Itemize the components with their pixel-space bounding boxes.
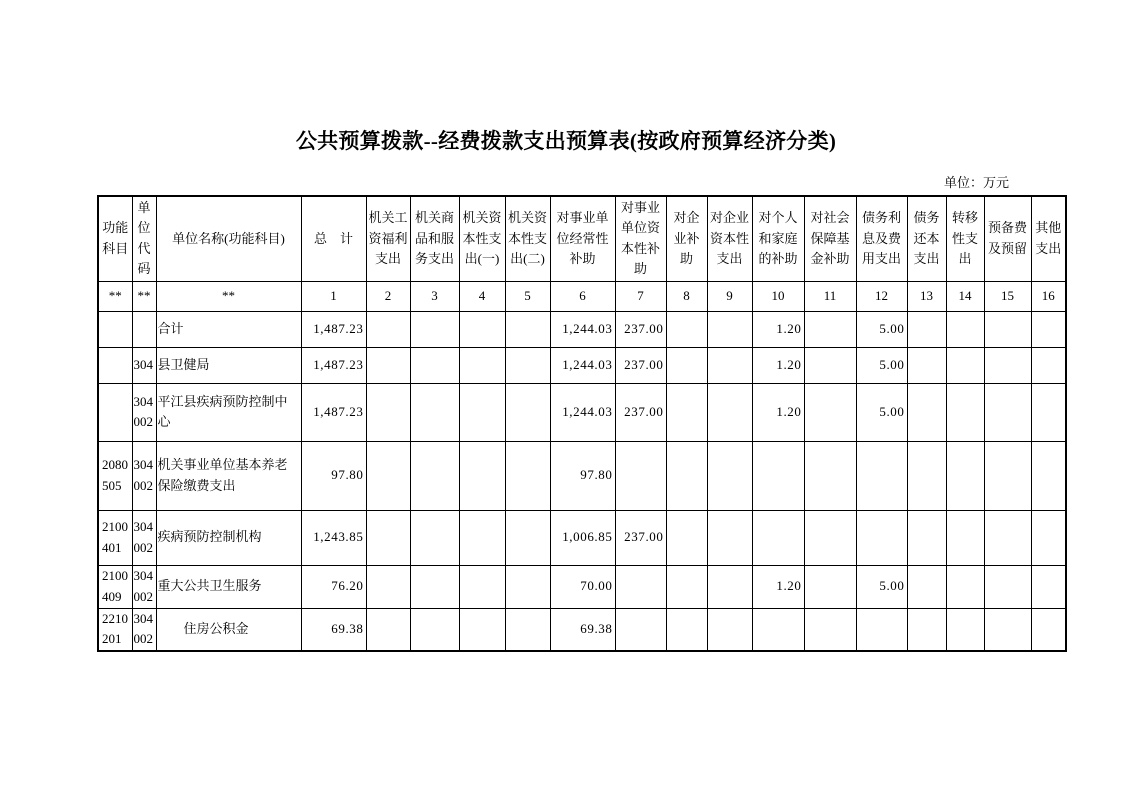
header-label: 机关商品和服务支出 [414, 210, 454, 266]
column-number: 13 [907, 281, 946, 311]
inst-capital-subsidy-cell: 237.00 [615, 383, 666, 441]
inst-capital-subsidy-cell: 237.00 [615, 311, 666, 347]
table-row-pension-insurance [98, 441, 1066, 510]
header-transfer [946, 196, 984, 281]
transfer-cell [946, 441, 984, 510]
other-cell [1031, 441, 1066, 510]
capital-2-cell [505, 311, 550, 347]
func-code-cell [98, 311, 132, 347]
column-number: 3 [410, 281, 459, 311]
total-cell: 97.80 [301, 441, 366, 510]
table-row-housing-fund [98, 608, 1066, 651]
header-label: 单位代码 [137, 199, 151, 277]
column-number: 8 [666, 281, 707, 311]
capital-1-cell [459, 347, 505, 383]
unit-name-cell [156, 383, 301, 441]
other-cell [1031, 510, 1066, 565]
debt-interest-cell [856, 441, 907, 510]
header-label: 对企业补助 [673, 210, 700, 266]
wage-welfare-cell [366, 311, 410, 347]
enterprise-capital-cell [707, 510, 752, 565]
wage-welfare-cell [366, 565, 410, 608]
table-row-cdc-center [98, 383, 1066, 441]
unit-code-cell [132, 608, 156, 651]
enterprise-subsidy-cell [666, 311, 707, 347]
reserve-cell [984, 565, 1031, 608]
inst-capital-subsidy-cell [615, 441, 666, 510]
unit-name-cell [156, 441, 301, 510]
header-goods-services [410, 196, 459, 281]
total-cell: 1,243.85 [301, 510, 366, 565]
header-label: 机关资本性支出(一) [462, 210, 502, 266]
column-number: ** [98, 281, 132, 311]
enterprise-capital-cell [707, 383, 752, 441]
other-cell [1031, 311, 1066, 347]
total-cell: 69.38 [301, 608, 366, 651]
goods-services-cell [410, 510, 459, 565]
capital-1-cell [459, 311, 505, 347]
household-subsidy-cell [752, 608, 804, 651]
transfer-cell [946, 510, 984, 565]
table-row-county-health-bureau [98, 347, 1066, 383]
header-row [98, 196, 1066, 281]
header-label: 债务还本支出 [913, 210, 940, 266]
unit-code-cell [132, 383, 156, 441]
household-subsidy-cell [752, 510, 804, 565]
inst-regular-subsidy-cell: 1,244.03 [550, 311, 615, 347]
reserve-cell [984, 311, 1031, 347]
column-number: 10 [752, 281, 804, 311]
debt-principal-cell [907, 565, 946, 608]
debt-principal-cell [907, 608, 946, 651]
inst-regular-subsidy-cell: 1,244.03 [550, 347, 615, 383]
unit-name: 住房公积金 [183, 621, 249, 636]
func-code-cell [98, 441, 132, 510]
social-security-fund-cell [804, 608, 856, 651]
unit-name: 平江县疾病预防控制中心 [157, 393, 288, 429]
capital-2-cell [505, 565, 550, 608]
capital-2-cell [505, 608, 550, 651]
inst-capital-subsidy-cell [615, 608, 666, 651]
debt-interest-cell: 5.00 [856, 311, 907, 347]
capital-2-cell [505, 510, 550, 565]
header-func-code [98, 196, 132, 281]
unit-name-cell [156, 608, 301, 651]
header-household-subsidy [752, 196, 804, 281]
column-number: 1 [301, 281, 366, 311]
transfer-cell [946, 565, 984, 608]
inst-capital-subsidy-cell: 237.00 [615, 347, 666, 383]
other-cell [1031, 565, 1066, 608]
total-cell: 1,487.23 [301, 347, 366, 383]
column-number: 4 [459, 281, 505, 311]
transfer-cell [946, 383, 984, 441]
page-title: 公共预算拨款--经费拨款支出预算表(按政府预算经济分类) [295, 129, 837, 153]
capital-2-cell [505, 383, 550, 441]
unit-label: 单位：万元 [944, 175, 1010, 190]
capital-1-cell [459, 441, 505, 510]
header-reserve [984, 196, 1031, 281]
debt-principal-cell [907, 383, 946, 441]
unit-name-cell [156, 311, 301, 347]
inst-regular-subsidy-cell: 97.80 [550, 441, 615, 510]
reserve-cell [984, 441, 1031, 510]
enterprise-capital-cell [707, 565, 752, 608]
debt-principal-cell [907, 441, 946, 510]
unit-code: 304 [133, 357, 153, 373]
inst-regular-subsidy-cell: 70.00 [550, 565, 615, 608]
reserve-cell [984, 383, 1031, 441]
unit-code-cell [132, 347, 156, 383]
debt-interest-cell: 5.00 [856, 565, 907, 608]
column-number: 6 [550, 281, 615, 311]
household-subsidy-cell: 1.20 [752, 565, 804, 608]
wage-welfare-cell [366, 510, 410, 565]
func-code-cell [98, 510, 132, 565]
capital-1-cell [459, 510, 505, 565]
other-cell [1031, 383, 1066, 441]
func-code: 2100409 [102, 568, 128, 604]
column-number: 16 [1031, 281, 1066, 311]
unit-name: 疾病预防控制机构 [157, 529, 262, 545]
enterprise-subsidy-cell [666, 441, 707, 510]
reserve-cell [984, 510, 1031, 565]
reserve-cell [984, 347, 1031, 383]
unit-code-cell [132, 311, 156, 347]
social-security-fund-cell [804, 311, 856, 347]
social-security-fund-cell [804, 565, 856, 608]
inst-regular-subsidy-cell: 1,244.03 [550, 383, 615, 441]
func-code: 2080505 [102, 457, 128, 493]
other-cell [1031, 608, 1066, 651]
header-enterprise-subsidy [666, 196, 707, 281]
household-subsidy-cell: 1.20 [752, 311, 804, 347]
debt-principal-cell [907, 347, 946, 383]
debt-interest-cell [856, 608, 907, 651]
func-code-cell [98, 608, 132, 651]
unit-code: 304002 [133, 610, 153, 647]
unit-name: 合计 [157, 320, 184, 336]
header-capital-2 [505, 196, 550, 281]
goods-services-cell [410, 441, 459, 510]
household-subsidy-cell [752, 441, 804, 510]
header-inst-capital-subsidy [615, 196, 666, 281]
header-label: 转移性支出 [951, 210, 978, 266]
header-enterprise-capital [707, 196, 752, 281]
capital-2-cell [505, 347, 550, 383]
header-unit-code [132, 196, 156, 281]
wage-welfare-cell [366, 383, 410, 441]
column-number: 2 [366, 281, 410, 311]
inst-capital-subsidy-cell [615, 565, 666, 608]
func-code: 2100401 [102, 519, 128, 555]
enterprise-capital-cell [707, 347, 752, 383]
header-label: 机关资本性支出(二) [507, 210, 547, 266]
debt-interest-cell [856, 510, 907, 565]
unit-code-cell [132, 510, 156, 565]
household-subsidy-cell: 1.20 [752, 347, 804, 383]
enterprise-capital-cell [707, 608, 752, 651]
header-label: 对事业单位资本性补助 [620, 199, 660, 277]
debt-principal-cell [907, 311, 946, 347]
header-label: 预备费及预留 [987, 220, 1027, 256]
header-capital-1 [459, 196, 505, 281]
wage-welfare-cell [366, 608, 410, 651]
column-number: 9 [707, 281, 752, 311]
header-label: 对个人和家庭的补助 [758, 210, 798, 266]
header-label: 机关工资福利支出 [368, 210, 408, 266]
capital-1-cell [459, 565, 505, 608]
unit-name-cell [156, 510, 301, 565]
header-unit-name [156, 196, 301, 281]
column-number: 15 [984, 281, 1031, 311]
header-label: 功能科目 [102, 220, 129, 256]
header-label: 对社会保障基金补助 [810, 210, 850, 266]
enterprise-subsidy-cell [666, 510, 707, 565]
social-security-fund-cell [804, 510, 856, 565]
enterprise-subsidy-cell [666, 347, 707, 383]
table-row-disease-control [98, 510, 1066, 565]
func-code-cell [98, 565, 132, 608]
func-code: 2210201 [102, 610, 128, 647]
debt-principal-cell [907, 510, 946, 565]
unit-name: 机关事业单位基本养老保险缴费支出 [157, 457, 288, 493]
capital-1-cell [459, 383, 505, 441]
table-row-total [98, 311, 1066, 347]
unit-name-cell [156, 347, 301, 383]
inst-regular-subsidy-cell: 1,006.85 [550, 510, 615, 565]
column-number: 7 [615, 281, 666, 311]
header-inst-regular-subsidy [550, 196, 615, 281]
social-security-fund-cell [804, 347, 856, 383]
total-cell: 76.20 [301, 565, 366, 608]
transfer-cell [946, 347, 984, 383]
header-label: 债务利息及费用支出 [861, 210, 901, 266]
budget-table [97, 195, 1067, 652]
header-debt-principal [907, 196, 946, 281]
column-number: 11 [804, 281, 856, 311]
wage-welfare-cell [366, 347, 410, 383]
enterprise-subsidy-cell [666, 383, 707, 441]
column-number: ** [156, 281, 301, 311]
header-label: 总 计 [313, 230, 353, 246]
other-cell [1031, 347, 1066, 383]
total-cell: 1,487.23 [301, 311, 366, 347]
goods-services-cell [410, 383, 459, 441]
capital-1-cell [459, 608, 505, 651]
enterprise-subsidy-cell [666, 608, 707, 651]
debt-interest-cell: 5.00 [856, 383, 907, 441]
goods-services-cell [410, 347, 459, 383]
social-security-fund-cell [804, 441, 856, 510]
wage-welfare-cell [366, 441, 410, 510]
header-label: 其他支出 [1035, 220, 1062, 256]
func-code-cell [98, 347, 132, 383]
capital-2-cell [505, 441, 550, 510]
enterprise-subsidy-cell [666, 565, 707, 608]
goods-services-cell [410, 311, 459, 347]
unit-name: 县卫健局 [157, 356, 210, 372]
header-label: 对企业资本性支出 [709, 210, 749, 266]
inst-capital-subsidy-cell: 237.00 [615, 510, 666, 565]
unit-code-cell [132, 441, 156, 510]
unit-code: 304002 [133, 519, 153, 555]
func-code-cell [98, 383, 132, 441]
header-label: 单位名称(功能科目) [172, 230, 285, 246]
unit-name-cell [156, 565, 301, 608]
total-cell: 1,487.23 [301, 383, 366, 441]
column-number: ** [132, 281, 156, 311]
reserve-cell [984, 608, 1031, 651]
column-number: 14 [946, 281, 984, 311]
header-debt-interest [856, 196, 907, 281]
table-row-public-health-service [98, 565, 1066, 608]
column-number: 12 [856, 281, 907, 311]
header-label: 对事业单位经常性补助 [556, 210, 609, 266]
household-subsidy-cell: 1.20 [752, 383, 804, 441]
header-total [301, 196, 366, 281]
unit-name: 重大公共卫生服务 [157, 578, 262, 594]
social-security-fund-cell [804, 383, 856, 441]
unit-code: 304002 [133, 568, 153, 604]
debt-interest-cell: 5.00 [856, 347, 907, 383]
inst-regular-subsidy-cell: 69.38 [550, 608, 615, 651]
unit-code: 304002 [133, 457, 153, 493]
column-number: 5 [505, 281, 550, 311]
header-wage-welfare [366, 196, 410, 281]
unit-code-cell [132, 565, 156, 608]
column-number-row [98, 281, 1066, 311]
enterprise-capital-cell [707, 441, 752, 510]
header-other [1031, 196, 1066, 281]
enterprise-capital-cell [707, 311, 752, 347]
unit-code: 304002 [133, 393, 153, 429]
goods-services-cell [410, 565, 459, 608]
goods-services-cell [410, 608, 459, 651]
header-social-security-fund [804, 196, 856, 281]
transfer-cell [946, 311, 984, 347]
transfer-cell [946, 608, 984, 651]
